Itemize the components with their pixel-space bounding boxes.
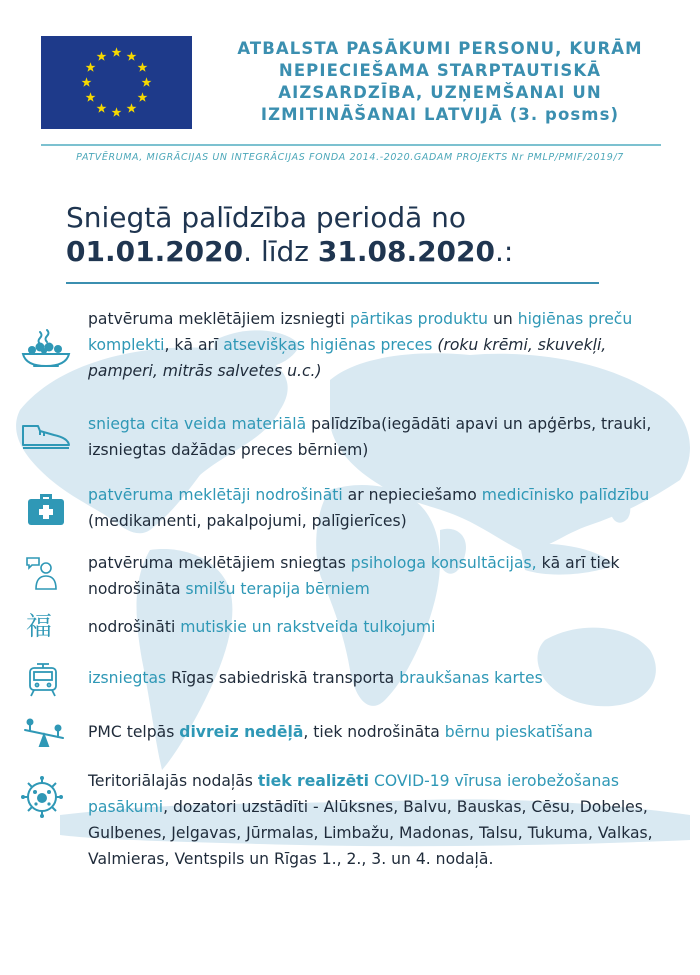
eu-flag-logo: [41, 36, 192, 129]
list-item-translation: [88, 614, 678, 640]
heading-line-1: Sniegtā palīdzība periodā no: [66, 201, 467, 234]
item-text-segment: divreiz nedēļā: [179, 723, 304, 741]
item-text-segment: higiēnas preču komplekti: [88, 310, 633, 354]
item-text-segment: , kā arī: [164, 336, 224, 354]
item-text-segment: (medikamenti, pakalpojumi, palīgierīces): [88, 512, 407, 530]
item-text-segment: palīdzība(iegādāti apavi un apģērbs, trauki, izsniegtas dažādas preces bērniem): [88, 415, 652, 459]
item-text-segment: tiek realizēti: [257, 772, 369, 790]
virus-icon: [20, 775, 64, 819]
item-text-segment: pārtikas produktu: [349, 310, 488, 328]
eu-star-icon: [138, 92, 148, 101]
item-text-segment: , tiek nodrošināta: [303, 723, 445, 741]
heading-line-2: [66, 235, 666, 269]
list-item-medical: [88, 482, 678, 534]
header-divider: [41, 144, 661, 146]
item-text-segment: kā arī tiek nodrošināta: [88, 554, 620, 598]
item-text-segment: psihologa konsultācijas,: [350, 554, 537, 572]
medical-kit-icon: [26, 490, 66, 528]
item-text-segment: un: [488, 310, 518, 328]
seesaw-icon: [22, 718, 66, 748]
header-title: [205, 38, 675, 126]
header-title-line: ATBALSTA PASĀKUMI PERSONU, KURĀM: [237, 39, 643, 58]
eu-star-icon: [97, 103, 107, 112]
item-text-segment: smilšu terapija bērniem: [185, 580, 370, 598]
list-item-psychologist: [88, 550, 678, 602]
list-item-transport: [88, 665, 678, 691]
list-item-covid: [88, 768, 678, 872]
psychologist-icon: [24, 555, 64, 591]
heading-end: .:: [495, 235, 514, 268]
eu-star-icon: [138, 62, 148, 71]
item-text-segment: Rīgas sabiedriskā transporta: [166, 669, 400, 687]
list-item-childcare: [88, 719, 678, 745]
item-text-segment: sniegta cita veida materiālā: [88, 415, 307, 433]
eu-star-icon: [86, 92, 96, 101]
item-text-segment: braukšanas kartes: [399, 669, 543, 687]
heading-underline: [66, 282, 599, 284]
header-title-line: IZMITINĀŠANAI LATVIJĀ (3. posms): [260, 105, 620, 124]
tram-icon: [26, 662, 60, 698]
eu-star-icon: [142, 77, 152, 86]
translation-icon: 福: [26, 612, 53, 642]
item-text-segment: nodrošināti: [88, 618, 181, 636]
list-item-food: [88, 306, 678, 384]
eu-star-icon: [86, 62, 96, 71]
item-text-segment: Teritoriālajās nodaļās: [88, 772, 258, 790]
eu-star-icon: [112, 47, 122, 56]
project-subtitle: PATVĒRUMA, MIGRĀCIJAS UN INTEGRĀCIJAS FONDA 2014.-2020.GADAM PROJEKTS Nr PMLP/PMIF/2019/7: [76, 152, 624, 163]
item-text-segment: mutiskie un rakstveida tulkojumi: [180, 618, 436, 636]
item-text-segment: izsniegtas: [88, 669, 167, 687]
item-text-segment: bērnu pieskatīšana: [444, 723, 593, 741]
item-text-segment: , dozatori uzstādīti - Alūksnes, Balvu, Bauskas, Cēsu, Dobeles, Gulbenes, Jelgavas, Jūrmalas, Limbažu, Madonas, Talsu, Tukuma, Valkas, Valmieras, Ventspils un Rīgas 1., 2., 3. un 4. nodaļā.: [88, 798, 653, 868]
item-text-segment: patvēruma meklētājiem sniegtas: [88, 554, 351, 572]
eu-star-icon: [112, 107, 122, 116]
header-title-line: AIZSARDZĪBA, UZŅEMŠANAI UN: [278, 83, 602, 102]
date-from: 01.01.2020: [66, 235, 244, 268]
eu-star-icon: [82, 77, 92, 86]
item-text-segment: (roku krēmi, skuvekļi, pamperi, mitrās salvetes u.c.): [88, 336, 607, 380]
item-text-segment: patvēruma meklētāji nodrošināti: [88, 486, 343, 504]
header-title-line: NEPIECIEŠAMA STARPTAUTISKĀ: [278, 61, 602, 80]
date-to: 31.08.2020: [317, 235, 496, 268]
heading-mid: . līdz: [243, 235, 318, 268]
item-text-segment: atsevišķas higiēnas preces: [223, 336, 433, 354]
item-text-segment: patvēruma meklētājiem izsniegti: [88, 310, 350, 328]
shoe-icon: [20, 421, 72, 451]
item-text-segment: COVID-19 vīrusa ierobežošanas pasākumi: [88, 772, 620, 816]
page-heading: [66, 201, 666, 269]
eu-star-icon: [127, 103, 137, 112]
item-text-segment: PMC telpās: [88, 723, 180, 741]
eu-star-icon: [97, 51, 107, 60]
item-text-segment: medicīnisko palīdzību: [481, 486, 650, 504]
food-bowl-icon: [20, 328, 72, 370]
eu-stars-icon: [41, 36, 192, 129]
list-item-material: [88, 411, 678, 463]
eu-star-icon: [127, 51, 137, 60]
item-text-segment: ar nepieciešamo: [342, 486, 482, 504]
